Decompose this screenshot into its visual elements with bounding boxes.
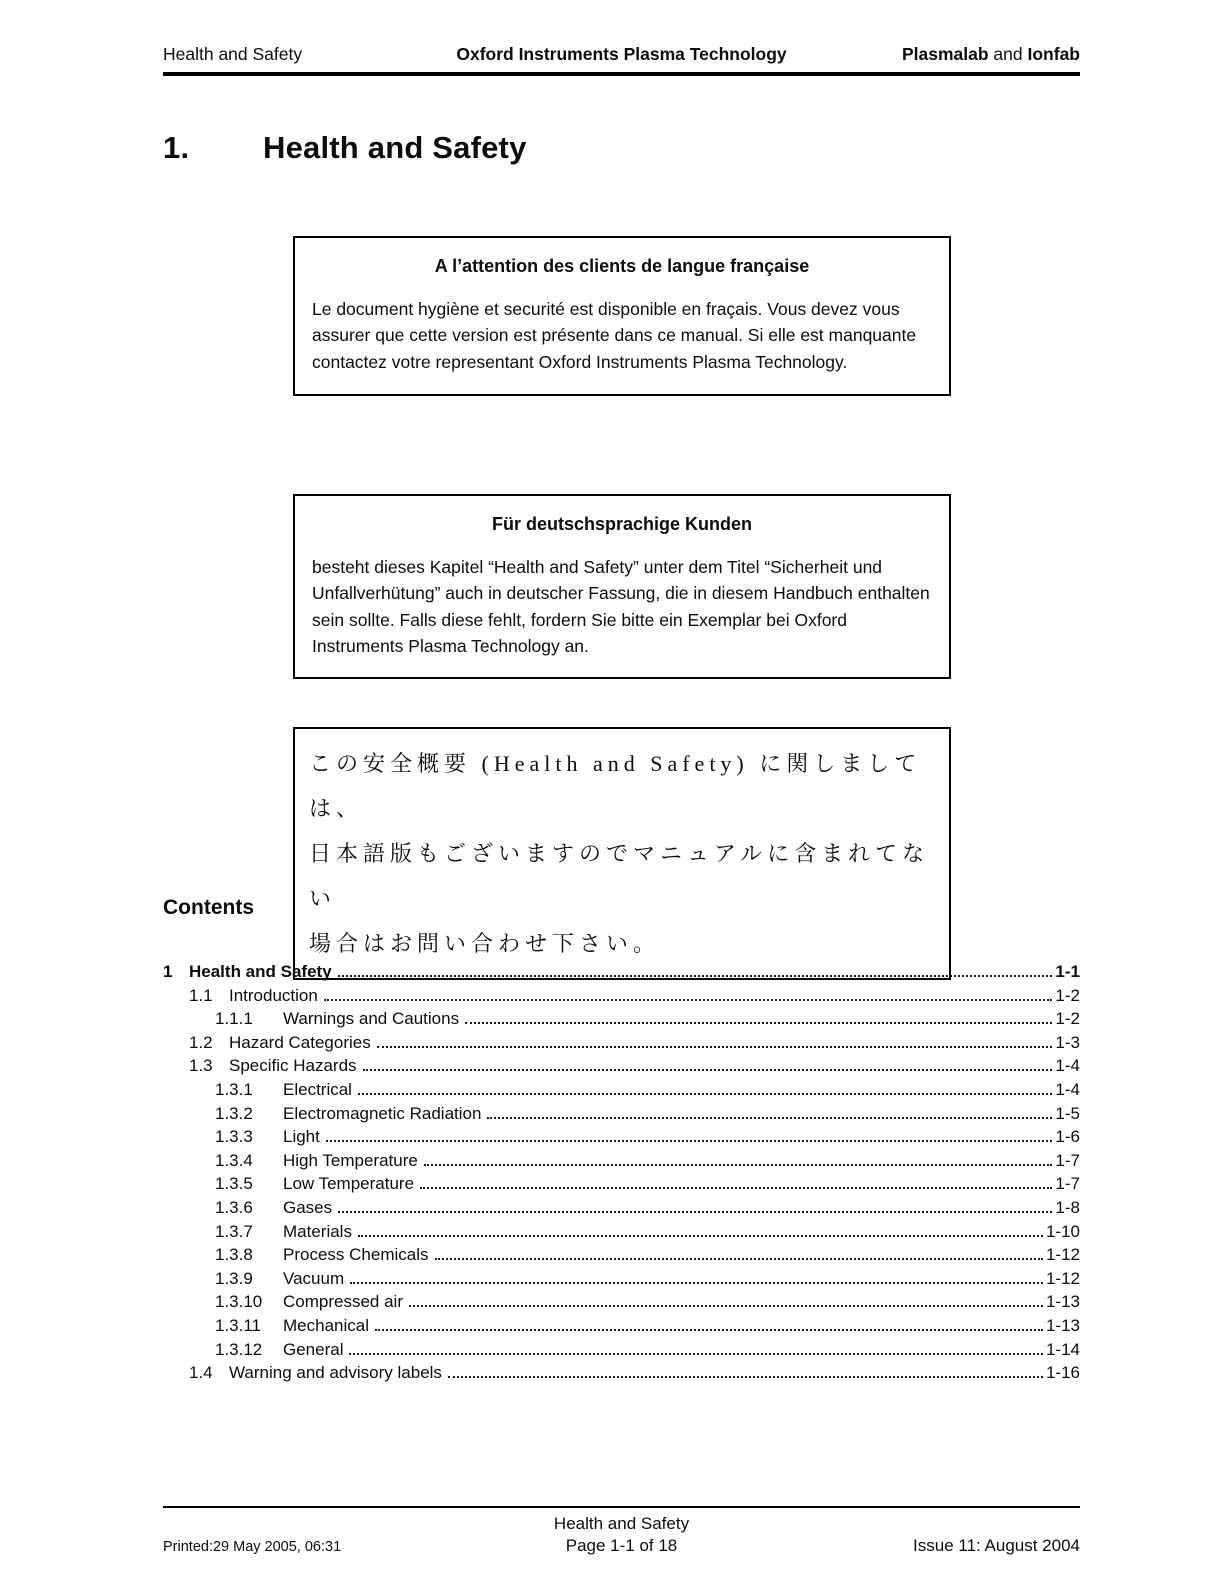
toc-dot-leader [377,1046,1053,1048]
toc-entry-label: Process Chemicals [283,1245,429,1265]
toc-entry [163,1172,1080,1196]
toc-entry-number: 1.3.4 [215,1150,253,1170]
german-notice-box [293,494,951,679]
toc-entry [163,960,1080,984]
contents-heading: Contents [163,896,254,919]
toc-entry [163,1220,1080,1244]
toc-entry [163,1149,1080,1173]
toc-dot-leader [326,1140,1053,1142]
toc-entry [163,1102,1080,1126]
toc-entry-label: Electromagnetic Radiation [283,1103,482,1123]
toc-entry-number: 1.4 [189,1363,213,1383]
toc-entry [163,1007,1080,1031]
toc-entry-page: 1-16 [1045,1363,1080,1383]
french-notice-title: A l’attention des clients de langue française [434,256,810,276]
page-footer [163,1506,1080,1556]
toc-dot-leader [435,1258,1043,1260]
toc-dot-leader [409,1305,1043,1307]
toc-entry-number: 1 [163,962,173,981]
header-product-conjunction: and [988,44,1028,64]
toc-entry-page: 1-13 [1045,1292,1080,1312]
toc-entry-label: Specific Hazards [229,1056,357,1076]
toc-entry-page: 1-10 [1045,1221,1080,1241]
toc-entry-label: Hazard Categories [229,1032,371,1052]
toc-entry-number: 1.1.1 [215,1009,253,1029]
toc-entry-number: 1.2 [189,1032,213,1052]
toc-entry-page: 1-1 [1055,962,1080,981]
toc-entry-label: Health and Safety [189,962,332,981]
toc-entry-page: 1-4 [1055,1079,1080,1099]
toc-entry-label: Low Temperature [283,1174,415,1194]
footer-issue: Issue 11: August 2004 [913,1536,1080,1555]
toc-entry-number: 1.3.3 [215,1127,253,1147]
toc-entry-number: 1.3.10 [215,1292,263,1312]
japanese-notice-line-1: この安全概要 (Health and Safety) に関しましては、 [309,751,922,822]
toc-entry-page: 1-6 [1055,1127,1080,1147]
toc-entry-label: Materials [283,1221,352,1241]
toc-dot-leader [338,1211,1052,1213]
toc-entry [163,1078,1080,1102]
toc-entry-page: 1-3 [1055,1032,1080,1052]
toc-entry-label: Mechanical [283,1315,369,1335]
toc-dot-leader [420,1187,1052,1189]
toc-entry-label: Vacuum [283,1268,345,1288]
header-chapter-title: Health and Safety [163,44,303,64]
toc-entry [163,1125,1080,1149]
toc-entry-label: Electrical [283,1079,352,1099]
toc-entry-page: 1-7 [1055,1150,1080,1170]
toc-dot-leader [375,1329,1043,1331]
footer-printed-date: Printed:29 May 2005, 06:31 [163,1539,342,1555]
toc-entry-number: 1.3.6 [215,1197,253,1217]
page-header [163,44,1080,76]
french-notice-box [293,236,951,396]
toc-dot-leader [350,1282,1043,1284]
toc-entry-label: Introduction [229,985,318,1005]
toc-entry-page: 1-12 [1045,1245,1080,1265]
toc-dot-leader [448,1376,1043,1378]
chapter-title [163,130,1080,166]
chapter-title-text: Health and Safety [263,130,527,165]
footer-chapter-title: Health and Safety [553,1514,690,1533]
french-notice-body: Le document hygiène et securité est disponible en fraçais. Vous devez vous assurer que cette version est présente dans ce manual. Si elle est manquante contactez votre representant Oxford Instruments Plasma Technology. [312,299,917,372]
toc-list [163,960,1080,1385]
toc-entry-number: 1.3.9 [215,1268,253,1288]
toc-entry-number: 1.1 [189,985,213,1005]
toc-entry [163,1314,1080,1338]
japanese-notice-line-3: 場合はお問い合わせ下さい。 [309,931,661,957]
toc-dot-leader [424,1164,1053,1166]
header-product-names [817,44,1080,65]
toc-dot-leader [465,1022,1052,1024]
header-product-ionfab: Ionfab [1027,44,1080,64]
toc-entry-page: 1-13 [1045,1315,1080,1335]
toc-entry [163,1361,1080,1385]
toc-entry-number: 1.3.8 [215,1245,253,1265]
toc-dot-leader [349,1353,1042,1355]
toc-entry-label: Light [283,1127,320,1147]
toc-entry-page: 1-2 [1055,1009,1080,1029]
toc-entry-label: General [283,1339,344,1359]
toc-entry-label: High Temperature [283,1150,418,1170]
toc-entry-page: 1-4 [1055,1056,1080,1076]
toc-dot-leader [358,1093,1052,1095]
toc-entry-page: 1-12 [1045,1268,1080,1288]
german-notice-body: besteht dieses Kapitel “Health and Safety” unter dem Titel “Sicherheit und Unfallverhütung” auch in deutscher Fassung, die in diesem Handbuch enthalten sein sollte. Falls diese fehlt, fordern Sie bitte ein Exemplar bei Oxford Instruments Plasma Technology an. [312,557,930,656]
toc-entry-number: 1.3.2 [215,1103,253,1123]
toc-entry-label: Compressed air [283,1292,403,1312]
toc-entry-number: 1.3.11 [215,1315,262,1335]
chapter-number: 1. [163,130,190,165]
header-product-plasmalab: Plasmalab [901,44,989,64]
toc-entry-page: 1-7 [1055,1174,1080,1194]
toc-entry-number: 1.3 [189,1056,213,1076]
toc-entry-label: Gases [283,1197,333,1217]
toc-entry-number: 1.3.12 [215,1339,263,1359]
toc-entry [163,1338,1080,1362]
toc-entry-label: Warnings and Cautions [283,1009,460,1029]
toc-entry [163,1196,1080,1220]
toc-entry [163,1243,1080,1267]
toc-entry-number: 1.3.5 [215,1174,253,1194]
german-notice-title: Für deutschsprachige Kunden [491,514,753,534]
toc-entry [163,1054,1080,1078]
footer-row [163,1536,1080,1556]
toc-entry-page: 1-2 [1055,985,1080,1005]
toc-dot-leader [358,1235,1043,1237]
toc-entry-number: 1.3.1 [215,1079,253,1099]
toc-entry-label: Warning and advisory labels [229,1363,442,1383]
toc-dot-leader [363,1069,1053,1071]
toc-entry-page: 1-5 [1055,1103,1080,1123]
toc-entry-page: 1-8 [1055,1197,1080,1217]
japanese-notice-box [293,727,951,980]
toc-dot-leader [338,975,1053,977]
toc-entry [163,1031,1080,1055]
toc-dot-leader [324,999,1053,1001]
toc-entry [163,1267,1080,1291]
footer-page-number: Page 1-1 of 18 [565,1536,678,1555]
header-company-name: Oxford Instruments Plasma Technology [456,44,787,64]
toc-entry-number: 1.3.7 [215,1221,253,1241]
toc-entry [163,1290,1080,1314]
toc-entry-page: 1-14 [1045,1339,1080,1359]
toc-dot-leader [487,1117,1052,1119]
japanese-notice-line-2: 日本語版もございますのでマニュアルに含まれてない [309,841,930,912]
toc-entry [163,984,1080,1008]
